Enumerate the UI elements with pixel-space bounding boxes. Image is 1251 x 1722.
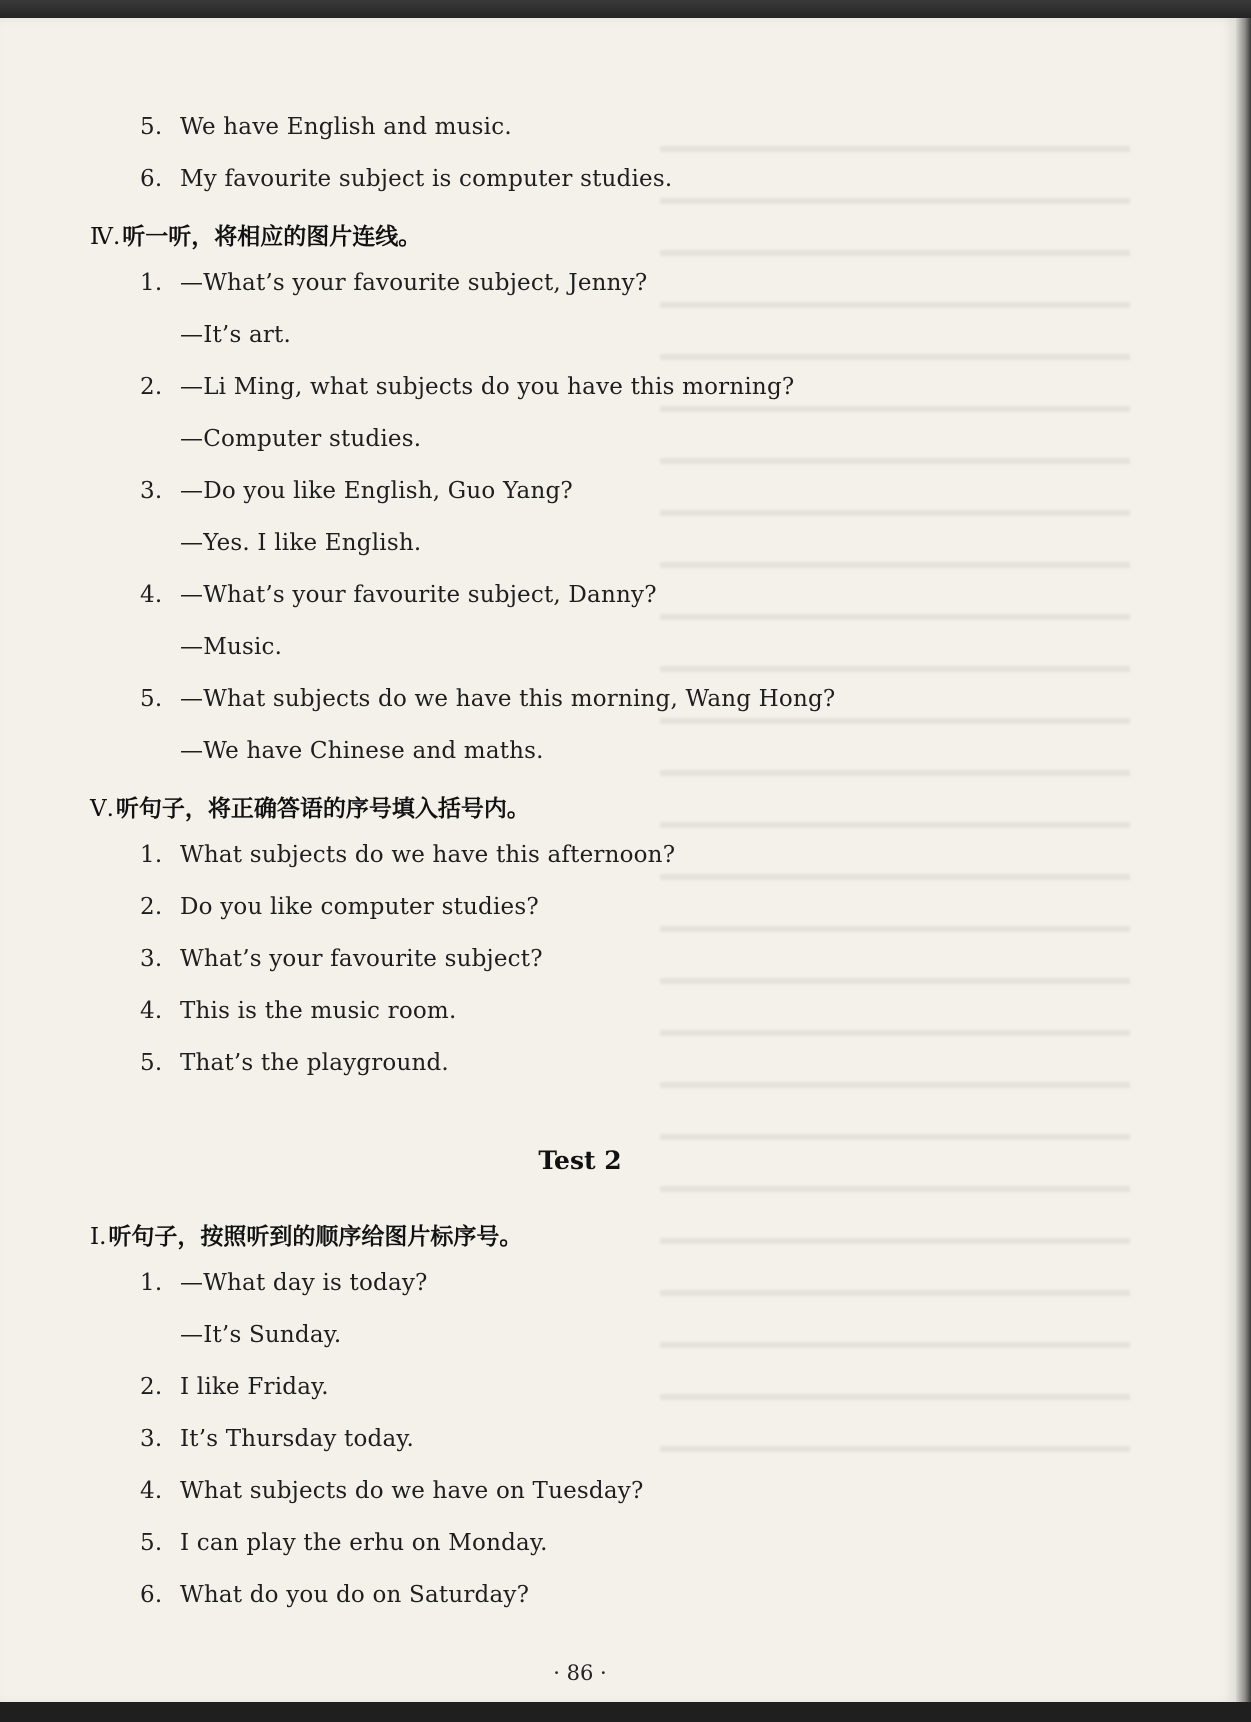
scan-bottom-border [0, 1702, 1251, 1722]
dialogue-answer: —Computer studies. [180, 426, 422, 452]
document-page [0, 18, 1236, 1704]
section-i-heading: Ⅰ.听句子，按照听到的顺序给图片标序号。 [90, 1224, 523, 1250]
scan-right-edge [1236, 18, 1251, 1704]
dialogue-question: 1. —What’s your favourite subject, Jenny? [140, 270, 648, 296]
list-item: 6. My favourite subject is computer studies. [140, 166, 673, 192]
dialogue-question: 4. —What’s your favourite subject, Danny? [140, 582, 657, 608]
dialogue-question: 5. —What subjects do we have this morning, Wang Hong? [140, 686, 836, 712]
section-v-heading: Ⅴ.听句子，将正确答语的序号填入括号内。 [90, 796, 530, 822]
dialogue-answer: —We have Chinese and maths. [180, 738, 544, 764]
dialogue-question: 3. —Do you like English, Guo Yang? [140, 478, 573, 504]
list-item: 2. I like Friday. [140, 1374, 329, 1400]
bleed-through-shadow [660, 108, 1130, 1468]
list-item: 2. Do you like computer studies? [140, 894, 539, 920]
list-item: 5. We have English and music. [140, 114, 512, 140]
dialogue-answer: —It’s art. [180, 322, 292, 348]
dialogue-question: 1. —What day is today? [140, 1270, 428, 1296]
section-iv-heading: Ⅳ.听一听，将相应的图片连线。 [90, 224, 422, 250]
list-item: 5. That’s the playground. [140, 1050, 449, 1076]
list-item: 4. What subjects do we have on Tuesday? [140, 1478, 644, 1504]
dialogue-answer: —Yes. I like English. [180, 530, 422, 556]
test-title: Test 2 [538, 1146, 622, 1175]
list-item: 3. What’s your favourite subject? [140, 946, 543, 972]
page-number: · 86 · [553, 1661, 607, 1685]
list-item: 3. It’s Thursday today. [140, 1426, 415, 1452]
list-item: 4. This is the music room. [140, 998, 457, 1024]
dialogue-answer: —It’s Sunday. [180, 1322, 342, 1348]
list-item: 5. I can play the erhu on Monday. [140, 1530, 548, 1556]
list-item: 1. What subjects do we have this afternoon? [140, 842, 676, 868]
list-item: 6. What do you do on Saturday? [140, 1582, 530, 1608]
dialogue-answer: —Music. [180, 634, 283, 660]
dialogue-question: 2. —Li Ming, what subjects do you have this morning? [140, 374, 795, 400]
